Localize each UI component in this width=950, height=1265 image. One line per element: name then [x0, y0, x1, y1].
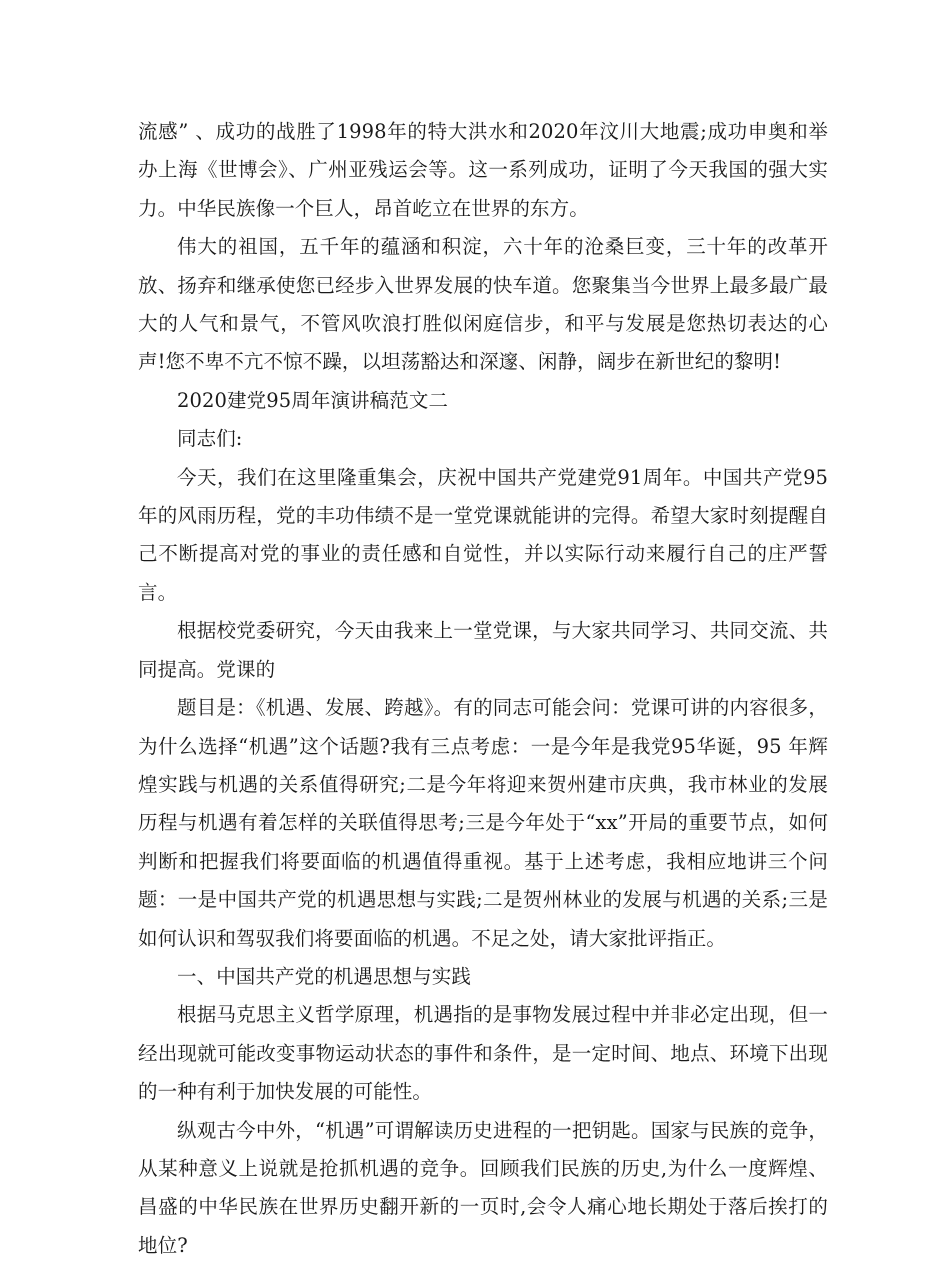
heading-part-one: 一、中国共产党的机遇思想与实践: [177, 964, 472, 988]
paragraph-history: 纵观古今中外，“机遇”可谓解读历史进程的一把钥匙。国家与民族的竞争，从某种意义上说就是抢抓机遇的竞争。回顾我们民族的历史,为什么一度辉煌、昌盛的中华民族在世界历史翻开新的一页时,会令人痛心地长期处于落后挨打的地位?: [138, 1118, 828, 1257]
paragraph-opportunity-definition: 根据马克思主义哲学原理，机遇指的是事物发展过程中并非必定出现，但一经出现就可能改变事物运动状态的事件和条件，是一定时间、地点、环境下出现的一种有利于加快发展的可能性。: [138, 1003, 828, 1104]
paragraph-party-lesson: 根据校党委研究，今天由我来上一堂党课，与大家共同学习、共同交流、共同提高。党课的: [138, 619, 828, 681]
paragraph-topic: 题目是：《机遇、发展、跨越》。有的同志可能会问：党课可讲的内容很多，为什么选择“机遇”这个话题?我有三点考虑：一是今年是我党95华诞，95 年辉煌实践与机遇的关系值得研究;二是今年将迎来贺州建市庆典，我市林业的发展历程与机遇有着怎样的关联值得思考;三是今年处于“xx”开局的重要节点，如何判断和把握我们将要面临的机遇值得重视。基于上述考虑，我相应地讲三个问题：一是中国共产党的机遇思想与实践;二是贺州林业的发展与机遇的关系;三是如何认识和驾驭我们将要面临的机遇。不足之处，请大家批评指正。: [138, 696, 828, 950]
paragraph-opening: 今天，我们在这里隆重集会，庆祝中国共产党建党91周年。中国共产党95年的风雨历程，党的丰功伟绩不是一堂党课就能讲的完得。希望大家时刻提醒自己不断提高对党的事业的责任感和自觉性，并以实际行动来履行自己的庄严誓言。: [138, 465, 828, 604]
document-body: [138, 113, 828, 1265]
paragraph-continuation: 流感” 、成功的战胜了1998年的特大洪水和2020年汶川大地震;成功申奥和举办上海《世博会》、广州亚残运会等。这一系列成功，证明了今天我国的强大实力。中华民族像一个巨人，昂首屹立在世界的东方。: [138, 120, 828, 220]
section-title: 2020建党95周年演讲稿范文二: [177, 388, 449, 412]
paragraph-motherland: 伟大的祖国，五千年的蕴涵和积淀，六十年的沧桑巨变，三十年的改革开放、扬弃和继承使您已经步入世界发展的快车道。您聚集当今世界上最多最广最大的人气和景气，不管风吹浪打胜似闲庭信步，和平与发展是您热切表达的心声!您不卑不亢不惊不躁，以坦荡豁达和深邃、闲静，阔步在新世纪的黎明!: [138, 235, 828, 374]
salutation: 同志们:: [177, 427, 243, 451]
